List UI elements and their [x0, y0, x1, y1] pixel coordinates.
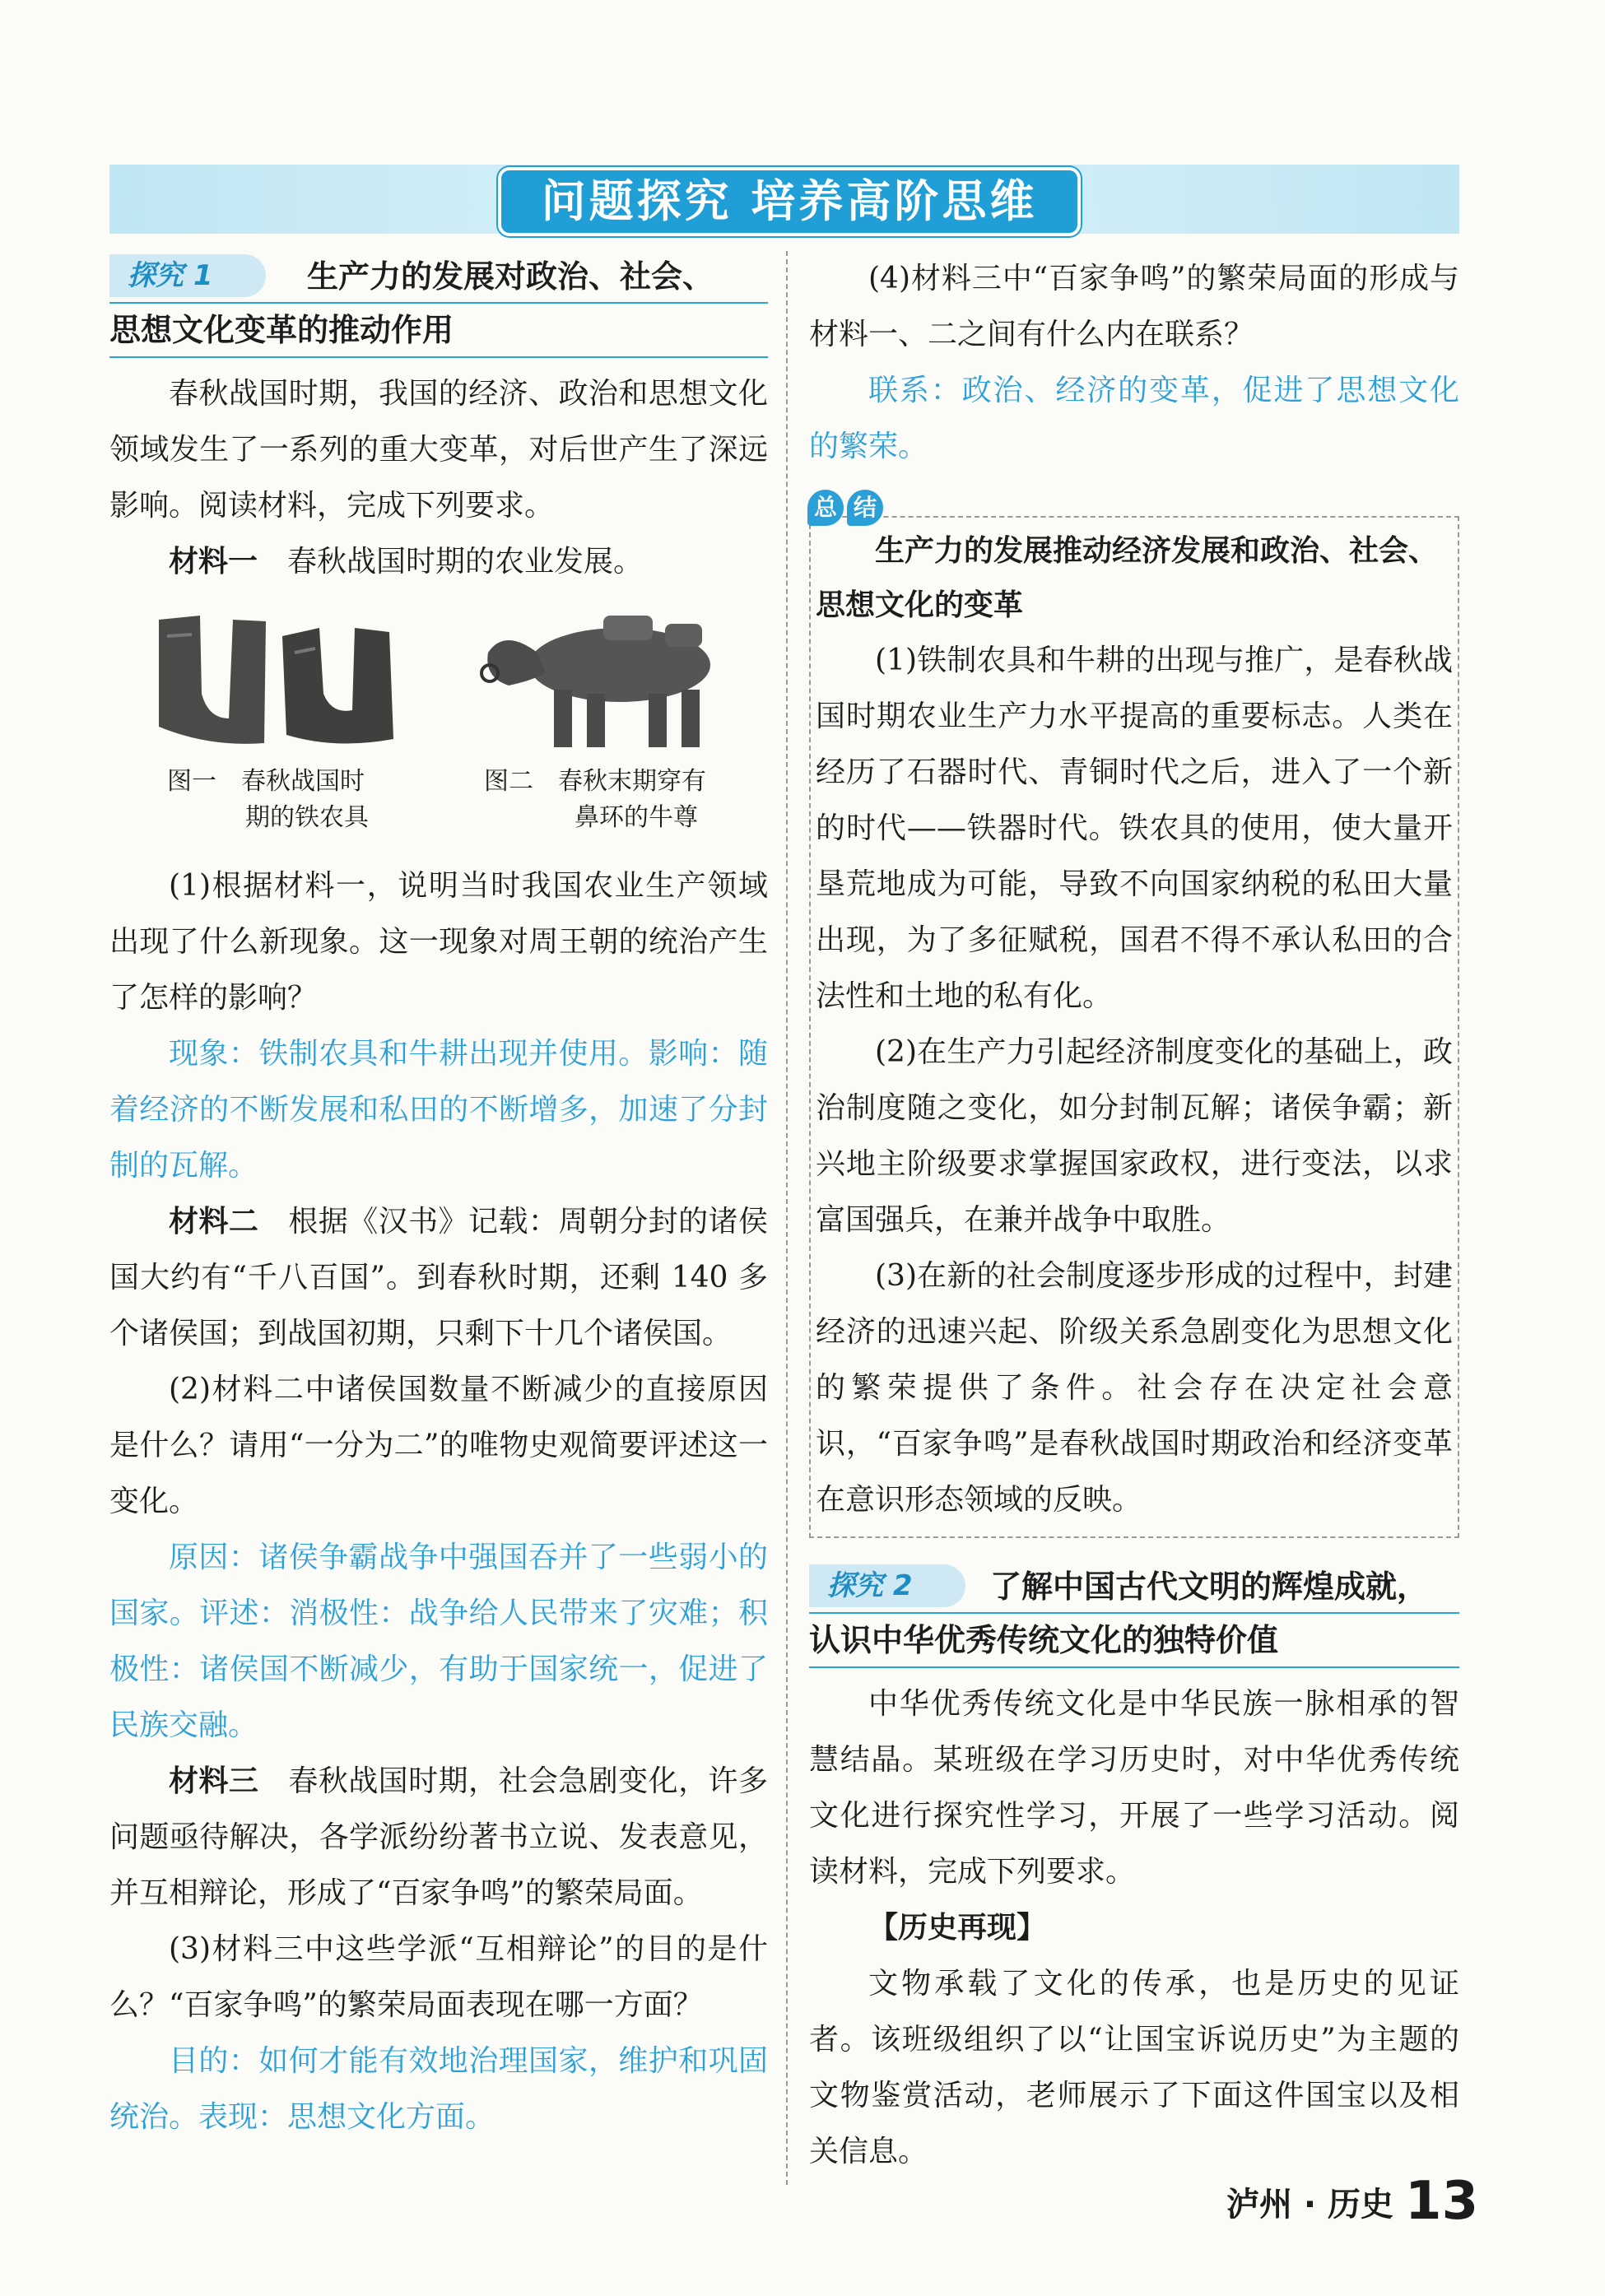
material3-text: 春秋战国时期，社会急剧变化，许多问题亟待解决，各学派纷纷著书立说、发表意见，并互相辩论，形成了“百家争鸣”的繁荣局面。: [109, 1764, 768, 1910]
summary-tag: [807, 490, 883, 526]
material3-label: 材料三: [169, 1764, 259, 1798]
material1: [109, 534, 768, 590]
footer: [1226, 2173, 1478, 2230]
page-number: 13: [1405, 2171, 1479, 2232]
material3: [109, 1754, 768, 1922]
answer4: 联系：政治、经济的变革，促进了思想文化的繁荣。: [809, 374, 1459, 463]
inquiry2-title-line1: 了解中国古代文明的辉煌成就，: [990, 1569, 1429, 1605]
material1-label: 材料一: [169, 545, 258, 579]
figure2-caption-line1: 图二 春秋末期穿有: [484, 767, 706, 796]
question1: (1)根据材料一，说明当时我国农业生产领域出现了什么新现象。这一现象对周王朝的统治产生了怎样的影响？: [109, 869, 768, 1015]
spacer: [809, 1538, 1459, 1561]
inquiry2-tag: 探究 2: [809, 1564, 965, 1607]
inquiry1-tag: 探究 1: [109, 254, 266, 297]
summary-tag-char1: 总: [807, 490, 844, 526]
figures: [109, 595, 768, 858]
history-subhead: 【历史再现】: [868, 1911, 1047, 1945]
material1-text: 春秋战国时期的农业发展。: [287, 545, 644, 579]
material2: [109, 1194, 768, 1362]
banner-title: 问题探究 培养高阶思维: [498, 167, 1081, 236]
footer-label: 泸州 · 历史: [1226, 2185, 1394, 2224]
figure1-caption: [109, 764, 422, 836]
summary-tag-char2: 结: [847, 490, 883, 526]
figure1-caption-line1: 图一 春秋战国时: [167, 767, 365, 796]
answer1: 现象：铁制农具和牛耕出现并使用。影响：随着经济的不断发展和私田的不断增多，加速了分封制的瓦解。: [109, 1037, 768, 1183]
inquiry1-title-line1: 生产力的发展对政治、社会、: [307, 258, 714, 295]
inquiry1-title-line2: 思想文化变革的推动作用: [109, 304, 768, 358]
summary-title: 生产力的发展推动经济发展和政治、社会、思想文化的变革: [816, 534, 1439, 622]
right-column: [809, 251, 1459, 2180]
summary-point1: (1)铁制农具和牛耕的出现与推广，是春秋战国时期农业生产力水平提高的重要标志。人类在经历了石器时代、青铜时代之后，进入了一个新的时代——铁器时代。铁农具的使用，使大量开垦荒地成为可能，导致不向国家纳税的私田大量出现，为了多征赋税，国君不得不承认私田的合法性和土地的私有化。: [816, 644, 1453, 1013]
question2: (2)材料二中诸侯国数量不断减少的直接原因是什么？请用“一分为二”的唯物史观简要评述这一变化。: [109, 1373, 768, 1518]
material2-text: 根据《汉书》记载：周朝分封的诸侯国大约有“千八百国”。到春秋时期，还剩 140 多个诸侯国；到战国初期，只剩下十几个诸侯国。: [109, 1205, 768, 1350]
inquiry1-intro: 春秋战国时期，我国的经济、政治和思想文化领域发生了一系列的重大变革，对后世产生了深远影响。阅读材料，完成下列要求。: [109, 377, 768, 523]
material2-label: 材料二: [169, 1205, 259, 1239]
summary-box: [809, 494, 1459, 1538]
figure1-caption-line2: 期的铁农具: [245, 803, 369, 832]
ox-zun-image: [472, 595, 743, 755]
summary-point2: (2)在生产力引起经济制度变化的基础上，政治制度随之变化，如分封制瓦解；诸侯争霸；新兴地主阶级要求掌握国家政权，进行变法，以求富国强兵，在兼并战争中取胜。: [816, 1035, 1453, 1237]
inquiry2-intro: 中华优秀传统文化是中华民族一脉相承的智慧结晶。某班级在学习历史时，对中华优秀传统文化进行探究性学习，开展了一些学习活动。阅读材料，完成下列要求。: [809, 1687, 1459, 1889]
column-divider: [786, 251, 788, 2185]
left-column: [109, 251, 768, 2145]
figure2-caption: [439, 764, 751, 836]
question3: (3)材料三中这些学派“互相辩论”的目的是什么？“百家争鸣”的繁荣局面表现在哪一方面？: [109, 1932, 768, 2022]
question4: (4)材料三中“百家争鸣”的繁荣局面的形成与材料一、二之间有什么内在联系？: [809, 262, 1459, 351]
figure2-caption-line2: 鼻环的牛尊: [575, 803, 698, 832]
inquiry2-header: [809, 1561, 1459, 1614]
summary-point3: (3)在新的社会制度逐步形成的过程中，封建经济的迅速兴起、阶级关系急剧变化为思想文化的繁荣提供了条件。社会存在决定社会意识，“百家争鸣”是春秋战国时期政治和经济变革在意识形态领域的反映。: [816, 1259, 1453, 1517]
answer2: 原因：诸侯争霸战争中强国吞并了一些弱小的国家。评述：消极性：战争给人民带来了灾难；积极性：诸侯国不断减少，有助于国家统一，促进了民族交融。: [109, 1541, 768, 1742]
iron-tools-image: [142, 603, 422, 751]
inquiry2-text: 文物承载了文化的传承，也是历史的见证者。该班级组织了以“让国宝诉说历史”为主题的文物鉴赏活动，老师展示了下面这件国宝以及相关信息。: [809, 1967, 1459, 2168]
inquiry2-title-line2: 认识中华优秀传统文化的独特价值: [809, 1614, 1459, 1668]
inquiry1-header: [109, 251, 768, 304]
spacer: [809, 475, 1459, 511]
answer3: 目的：如何才能有效地治理国家，维护和巩固统治。表现：思想文化方面。: [109, 2044, 768, 2134]
